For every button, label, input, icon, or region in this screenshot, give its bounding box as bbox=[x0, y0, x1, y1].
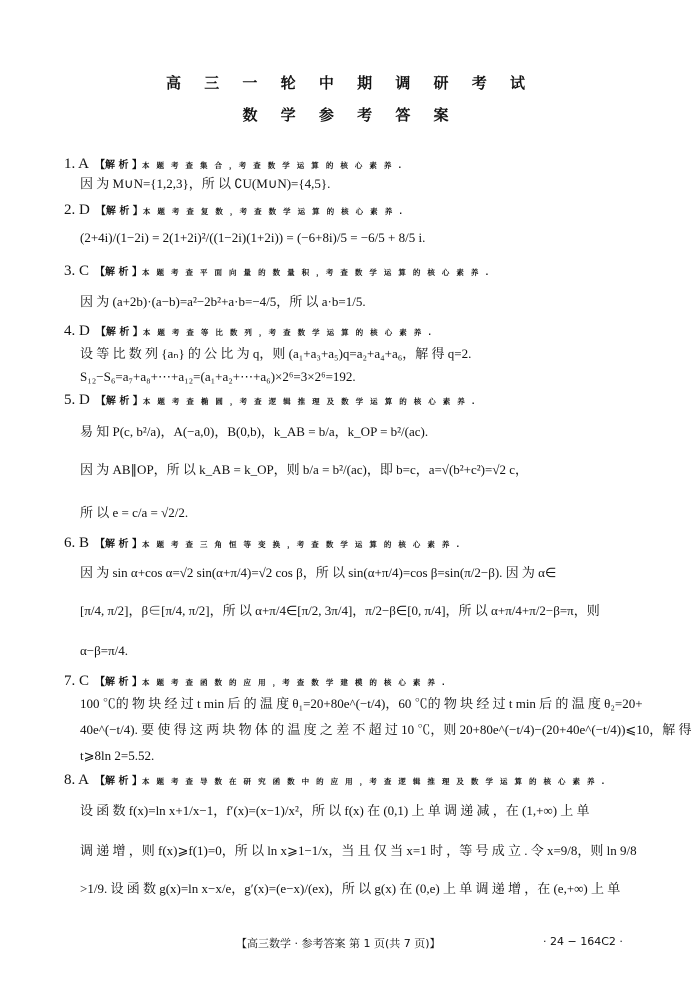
question-number: 2. D bbox=[64, 202, 90, 218]
solution-line: [π/4, π/2]，β∈[π/4, π/2]，所 以 α+π/4∈[π/2, 3π/4]，π/2−β∈[0, π/4]，所 以 α+π/4+π/2−β=π，则 bbox=[80, 603, 600, 618]
analysis-tag: 【解 析 】 bbox=[95, 539, 142, 550]
question-number: 1. A bbox=[64, 156, 90, 172]
question-description: 本 题 考 查 椭 圆 ，考 查 逻 辑 推 理 及 数 学 运 算 的 核 心 素 养 . bbox=[142, 397, 477, 406]
solution-line: 设 函 数 f(x)=ln x+1/x−1，f′(x)=(x−1)/x²，所 以 f(x) 在 (0,1) 上 单 调 递 减 ，在 (1,+∞) 上 单 bbox=[80, 803, 590, 818]
analysis-tag: 【解 析 】 bbox=[95, 776, 142, 787]
solution-line: 100 ℃的 物 块 经 过 t min 后 的 温 度 θ₁=20+80e^(−t/4)，60 ℃的 物 块 经 过 t min 后 的 温 度 θ₂=20+ bbox=[80, 696, 643, 711]
question-8-header bbox=[64, 771, 634, 791]
question-description: 本 题 考 查 集 合 ，考 查 数 学 运 算 的 核 心 素 养 . bbox=[141, 161, 404, 170]
solution-line: 因 为 sin α+cos α=√2 sin(α+π/4)=√2 cos β，所 以 sin(α+π/4)=cos β=sin(π/2−β). 因 为 α∈ bbox=[80, 565, 557, 580]
question-description: 本 题 考 查 导 数 在 研 究 函 数 中 的 应 用 ，考 查 逻 辑 推 理 及 数 学 运 算 的 核 心 素 养 . bbox=[141, 777, 607, 786]
question-7-header bbox=[64, 672, 634, 692]
solution-line: (2+4i)/(1−2i) = 2(1+2i)²/((1−2i)(1+2i)) = (−6+8i)/5 = −6/5 + 8/5 i. bbox=[80, 230, 426, 245]
analysis-tag: 【解 析 】 bbox=[95, 396, 143, 407]
analysis-tag: 【解 析 】 bbox=[95, 160, 142, 171]
question-3-header bbox=[64, 262, 634, 282]
solution-line: 易 知 P(c, b²/a)，A(−a,0)，B(0,b)，k_AB = b/a，k_OP = b²/(ac). bbox=[80, 424, 429, 439]
question-1-header bbox=[64, 155, 634, 175]
analysis-tag: 【解 析 】 bbox=[95, 677, 142, 688]
question-2-header bbox=[64, 201, 634, 221]
question-description: 本 题 考 查 等 比 数 列 ，考 查 数 学 运 算 的 核 心 素 养 . bbox=[142, 328, 434, 337]
solution-line: 因 为 AB∥OP，所 以 k_AB = k_OP，则 b/a = b²/(ac)，即 b=c，a=√(b²+c²)=√2 c， bbox=[80, 462, 528, 477]
question-4-header bbox=[64, 322, 634, 342]
analysis-tag: 【解 析 】 bbox=[95, 267, 142, 278]
footer-code: · 24 − 164C2 · bbox=[543, 935, 623, 948]
solution-line: 因 为 M∪N={1,2,3}，所 以 ∁U(M∪N)={4,5}. bbox=[80, 176, 331, 191]
solution-line: α−β=π/4. bbox=[80, 643, 129, 658]
question-description: 本 题 考 查 平 面 向 量 的 数 量 积 ，考 查 数 学 运 算 的 核 心 素 养 . bbox=[141, 268, 491, 277]
question-number: 3. C bbox=[64, 263, 90, 279]
question-description: 本 题 考 查 函 数 的 应 用 ，考 查 数 学 建 模 的 核 心 素 养 . bbox=[141, 678, 447, 687]
question-5-header bbox=[64, 391, 634, 411]
solution-line: >1/9. 设 函 数 g(x)=ln x−x/e，g′(x)=(e−x)/(ex)，所 以 g(x) 在 (0,e) 上 单 调 递 增 ，在 (e,+∞) 上 单 bbox=[80, 881, 621, 896]
solution-line: 40e^(−t/4). 要 使 得 这 两 块 物 体 的 温 度 之 差 不 超 过 10 ℃，则 20+80e^(−t/4)−(20+40e^(−t/4))⩽10，解 得 bbox=[80, 722, 692, 737]
question-number: 6. B bbox=[64, 535, 90, 551]
analysis-tag: 【解 析 】 bbox=[95, 327, 143, 338]
solution-line: S₁₂−S₆=a₇+a₈+⋯+a₁₂=(a₁+a₂+⋯+a₆)×2⁶=3×2⁶=192. bbox=[80, 369, 356, 384]
question-number: 5. D bbox=[64, 392, 90, 408]
question-number: 8. A bbox=[64, 772, 90, 788]
question-number: 7. C bbox=[64, 673, 90, 689]
analysis-tag: 【解 析 】 bbox=[95, 206, 143, 217]
footer-page-info: 【高三数学 · 参考答案 第 1 页(共 7 页)】 bbox=[236, 937, 441, 950]
solution-line: 因 为 (a+2b)·(a−b)=a²−2b²+a·b=−4/5，所 以 a·b=1/5. bbox=[80, 294, 366, 309]
question-6-header bbox=[64, 534, 634, 554]
answer-title: 数 学 参 考 答 案 bbox=[242, 106, 458, 124]
question-description: 本 题 考 查 三 角 恒 等 变 换 ，考 查 数 学 运 算 的 核 心 素 养 . bbox=[141, 540, 462, 549]
solution-line: 设 等 比 数 列 {aₙ} 的 公 比 为 q，则 (a₁+a₃+a₅)q=a₂+a₄+a₆，解 得 q=2. bbox=[80, 346, 472, 361]
solution-line: 所 以 e = c/a = √2/2. bbox=[80, 505, 189, 520]
question-description: 本 题 考 查 复 数 ，考 查 数 学 运 算 的 核 心 素 养 . bbox=[142, 207, 405, 216]
solution-line: 调 递 增 ，则 f(x)⩾f(1)=0，所 以 ln x⩾1−1/x，当 且 仅 当 x=1 时 ，等 号 成 立 . 令 x=9/8，则 ln 9/8 bbox=[80, 843, 637, 858]
question-number: 4. D bbox=[64, 323, 90, 339]
exam-title: 高 三 一 轮 中 期 调 研 考 试 bbox=[165, 74, 534, 92]
page-footer bbox=[0, 935, 700, 955]
solution-line: t⩾8ln 2=5.52. bbox=[80, 748, 155, 763]
